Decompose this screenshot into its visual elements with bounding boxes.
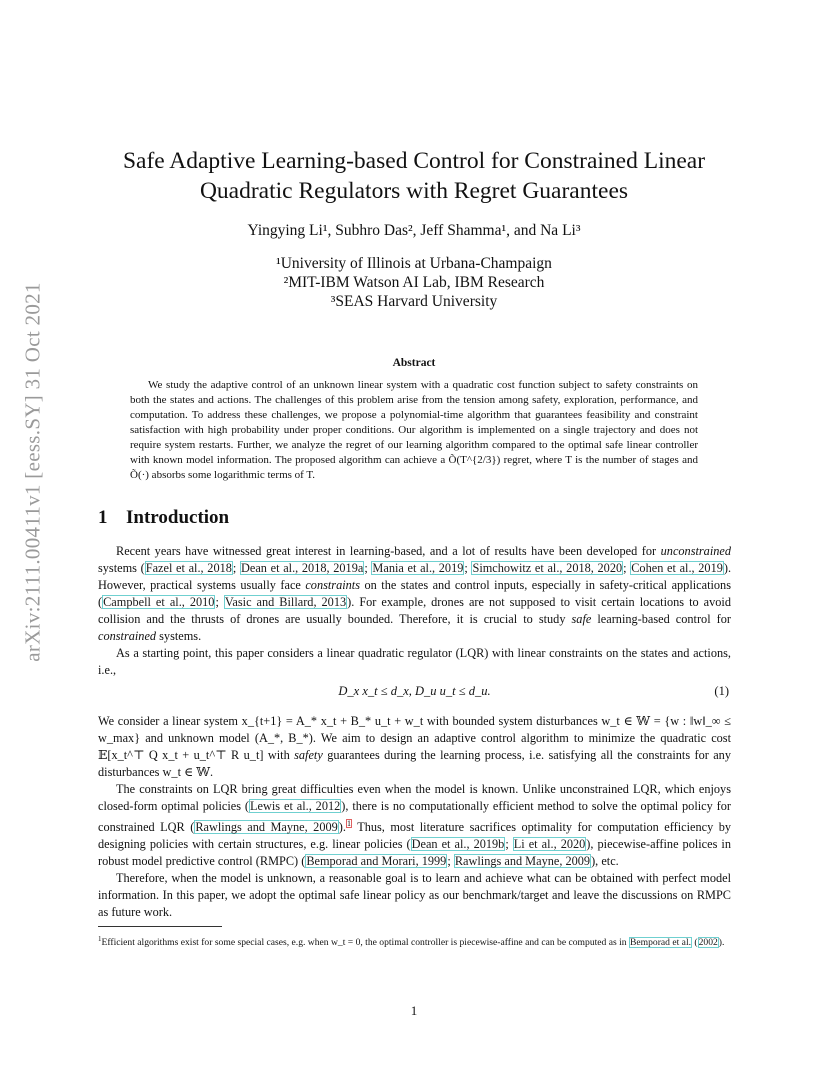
intro-paragraph-5: Therefore, when the model is unknown, a reasonable goal is to learn and achieve what can be obtained with perfect model information. In this paper, we adopt the optimal safe linear policy as our benchmark/target and leave the discussions on RMPC as future work. (98, 871, 731, 920)
abstract-line: implemented on a single trajectory and does not require system restarts. Further, we analyze the regret of our learning (130, 424, 698, 451)
paper-title (80, 146, 748, 206)
footnote-reference[interactable]: 1 (346, 819, 351, 828)
citation-link[interactable]: Dean et al., 2018, 2019a (241, 561, 364, 575)
emph-constrained: constrained (98, 629, 157, 643)
equation-1 (98, 684, 731, 704)
intro-block-1 (98, 543, 731, 679)
arxiv-stamp-text: arXiv:2111.00411v1 [eess.SY] 31 Oct 2021 (20, 282, 45, 662)
citation-link[interactable]: 2002 (698, 937, 718, 949)
emph-safe: safe (571, 612, 592, 626)
arxiv-identifier-stamp (20, 282, 46, 662)
author-list: Yingying Li¹, Subhro Das², Jeff Shamma¹, and Na Li³ (247, 222, 581, 239)
affiliation-2: ²MIT-IBM Watson AI Lab, IBM Research (283, 274, 545, 291)
intro-paragraph-1: Recent years have witnessed great interest in learning-based, and a lot of results have been developed for unconstrained systems (Fazel et al., 2018; Dean et al., 2018, 2019a; Mania et al., 2019; Simchowitz et al., 2018, 2020; Cohen et al., 2019). However, practical systems usually face constraints on the states and control inputs, especially in safety-critical applications (Campbell et al., 2010; Vasic and Billard, 2013). For example, drones are not supposed to visit certain locations to avoid collision and the thrusts of drones are usually bounded. Therefore, it is crucial to study safe learning-based control for constrained systems. (98, 544, 732, 643)
affiliation-3: ³SEAS Harvard University (330, 293, 498, 310)
section-number: 1 (98, 507, 108, 528)
abstract-line: achieve a Õ(T^{2/3}) regret, where T is the number of stages and Õ(·) absorbs some logarithmic terms of T. (130, 454, 698, 481)
citation-link[interactable]: Vasic and Billard, 2013 (224, 595, 347, 609)
page-number: 1 (410, 1003, 418, 1018)
section-heading (98, 507, 229, 529)
abstract-line: that guarantees feasibility and constraint satisfaction with high probability under proper conditions. Our algorithm is (130, 409, 698, 436)
citation-link[interactable]: Dean et al., 2019b (411, 837, 505, 852)
citation-link[interactable]: Lewis et al., 2012 (250, 799, 341, 813)
abstract-line: We study the adaptive control of an unknown linear system with a quadratic cost function subject to safety (148, 379, 633, 391)
intro-paragraph-3: We consider a linear system x_{t+1} = A_* x_t + B_* u_t + w_t with bounded system disturbances w_t ∈ 𝕎 = {w : ‖w‖_∞ ≤ w_max} and unknown model (A_*, B_*). We aim to design an adaptive control algorithm to minimize the quadratic cost 𝔼[x_t^⊤ Q x_t + u_t^⊤ R u_t] with safety guarantees during the learning process, i.e. satisfying all the constraints for any disturbances w_t ∈ 𝕎. (98, 714, 731, 779)
emph-constraints: constraints (305, 578, 361, 592)
footnote: $^1$Efficient algorithms exist for some special cases, e.g. when w_t = 0, the optimal controller is piecewise-affine and can be computed as in Bemporad et al. (2002). (98, 935, 725, 949)
citation-link[interactable]: Mania et al., 2019 (372, 561, 464, 575)
footnote-divider (98, 926, 222, 927)
emph-safety: safety (294, 748, 323, 762)
affiliations (80, 254, 748, 311)
intro-paragraph-4: The constraints on LQR bring great difficulties even when the model is known. Unlike unconstrained LQR, which enjoys closed-form optimal policies (Lewis et al., 2012), there is no computationally efficient method to solve the optimal policy for constrained LQR (Rawlings and Mayne, 2009).$^1$ Thus, most literature sacrifices optimality for computation efficiency by designing policies with certain structures, e.g. linear policies (Dean et al., 2019b; Li et al., 2020), piecewise-affine polices in robust model predictive control (RMPC) (Bemporad and Morari, 1999; Rawlings and Mayne, 2009), etc. (98, 782, 731, 869)
citation-link[interactable]: Li et al., 2020 (513, 837, 586, 852)
citation-link[interactable]: Cohen et al., 2019 (631, 561, 723, 575)
intro-paragraph-2: As a starting point, this paper considers a linear quadratic regulator (LQR) with linear constraints on the states and actions, i.e., (98, 646, 731, 677)
abstract-heading: Abstract (392, 357, 436, 369)
abstract-line: constraints on both the states and actions. The challenges of this problem arise from the tension among safety, (130, 379, 698, 406)
section-title: Introduction (126, 507, 230, 528)
emph-unconstrained: unconstrained (660, 544, 731, 558)
abstract-line: exploration, performance, and computation. To address these challenges, we propose a polynomial-time algorithm (130, 394, 698, 421)
citation-link[interactable]: Rawlings and Mayne, 2009 (195, 820, 338, 835)
citation-link[interactable]: Fazel et al., 2018 (145, 561, 232, 575)
citation-link[interactable]: Bemporad and Morari, 1999 (306, 854, 447, 869)
citation-link[interactable]: Bemporad et al. (630, 937, 692, 949)
title-line-2: Quadratic Regulators with Regret Guarantees (199, 178, 629, 204)
equation-number: (1) (714, 684, 729, 698)
footnote-text: Efficient algorithms exist for some special cases, e.g. when w_t = 0, the optimal controller is piecewise-affine and can be computed as in (101, 937, 629, 949)
citation-link[interactable]: Campbell et al., 2010 (103, 595, 215, 609)
citation-link[interactable]: Simchowitz et al., 2018, 2020 (472, 561, 623, 575)
intro-block-2 (98, 713, 731, 921)
citation-link[interactable]: Rawlings and Mayne, 2009 (454, 854, 591, 869)
footnote-mark: 1 (98, 935, 102, 943)
affiliation-1: ¹University of Illinois at Urbana-Champaign (276, 255, 552, 272)
equation-body: D_x x_t ≤ d_x, D_u u_t ≤ d_u. (338, 684, 491, 698)
title-line-1: Safe Adaptive Learning-based Control for Constrained Linear (122, 148, 706, 174)
abstract-line: algorithm compared to the optimal safe linear controller with known model information. The proposed algorithm can (130, 439, 699, 466)
abstract-body (130, 378, 698, 483)
